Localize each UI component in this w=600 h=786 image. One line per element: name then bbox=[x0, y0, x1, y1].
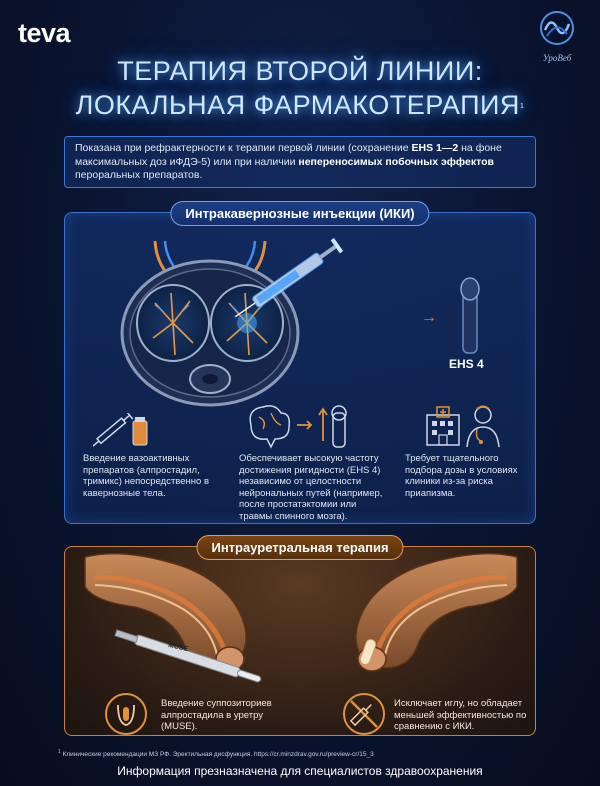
ici-heading: Интракавернозные инъекции (ИКИ) bbox=[170, 201, 429, 226]
title-footnote-mark: 1 bbox=[519, 103, 525, 110]
ici-feature-1: Введение вазоактивных препаратов (алпростадил, тримикс) непосредственно в кавернозные тела. bbox=[83, 453, 209, 499]
clinic-doctor-icon bbox=[425, 403, 505, 447]
iu-feature-1: Введение суппозиториев алпростадила в уретру (MUSE). bbox=[161, 698, 272, 732]
brain-arrow-penis-icon bbox=[241, 401, 361, 449]
intro-text-3: пероральных препаратов. bbox=[75, 169, 203, 181]
syringe-vial-icon bbox=[93, 413, 153, 449]
ici-panel bbox=[64, 206, 536, 524]
iu-panel bbox=[64, 540, 536, 736]
reference-footnote bbox=[58, 749, 374, 758]
intro-text-2: на фоне максимальных доз иФДЭ-5) или при наличии bbox=[75, 142, 502, 168]
uroweb-emblem-icon bbox=[537, 10, 577, 46]
audience-disclaimer: Информация презназначена для специалистов здравоохранения bbox=[117, 764, 483, 778]
footnote-mark: 1 bbox=[58, 749, 61, 755]
ici-result-arrow: → bbox=[421, 309, 437, 326]
iu-heading: Интрауретральная терапия bbox=[196, 535, 403, 560]
suppository-icon bbox=[103, 691, 149, 737]
page-title bbox=[0, 54, 600, 122]
no-needle-icon bbox=[341, 691, 387, 737]
ici-feature-3: Требует тщательного подбора дозы в условиях клиники из-за риска приапизма. bbox=[405, 453, 518, 499]
ehs-4-label: EHS 4 bbox=[449, 357, 484, 371]
ici-feature-2: Обеспечивает высокую частоту достижения ригидности (EHS 4) независимо от целостности нейрональных путей (например, после простатэктомии или травмы спинного мозга). bbox=[239, 453, 383, 522]
intraurethral-illustration bbox=[65, 547, 537, 687]
intro-box bbox=[64, 136, 536, 188]
muse-applicator-label: MUSE bbox=[167, 641, 189, 654]
intro-bold-2: непереносимых побочных эффектов bbox=[298, 155, 494, 168]
title-line-2-text: ЛОКАЛЬНАЯ ФАРМАКОТЕРАПИЯ bbox=[75, 90, 520, 120]
erect-penis-icon bbox=[455, 275, 485, 355]
footnote-text: Клинические рекомендации МЗ РФ. Эректильная дисфункция. https://cr.minzdrav.gov.ru/preview-cr/15_3 bbox=[60, 751, 374, 759]
uroweb-logo-text: УроВеб bbox=[542, 53, 572, 63]
title-line-2 bbox=[0, 88, 600, 122]
iu-feature-2: Исключает иглу, но обладает меньшей эффективностью по сравнению с ИКИ. bbox=[394, 698, 527, 732]
teva-logo: teva bbox=[18, 18, 71, 48]
title-line-1: ТЕРАПИЯ ВТОРОЙ ЛИНИИ: bbox=[117, 56, 483, 86]
cavernous-cross-section-illustration bbox=[105, 233, 355, 413]
intro-text-1: Показана при рефрактерности к терапии первой линии (сохранение bbox=[75, 142, 412, 154]
intro-bold-1: EHS 1—2 bbox=[411, 142, 459, 154]
